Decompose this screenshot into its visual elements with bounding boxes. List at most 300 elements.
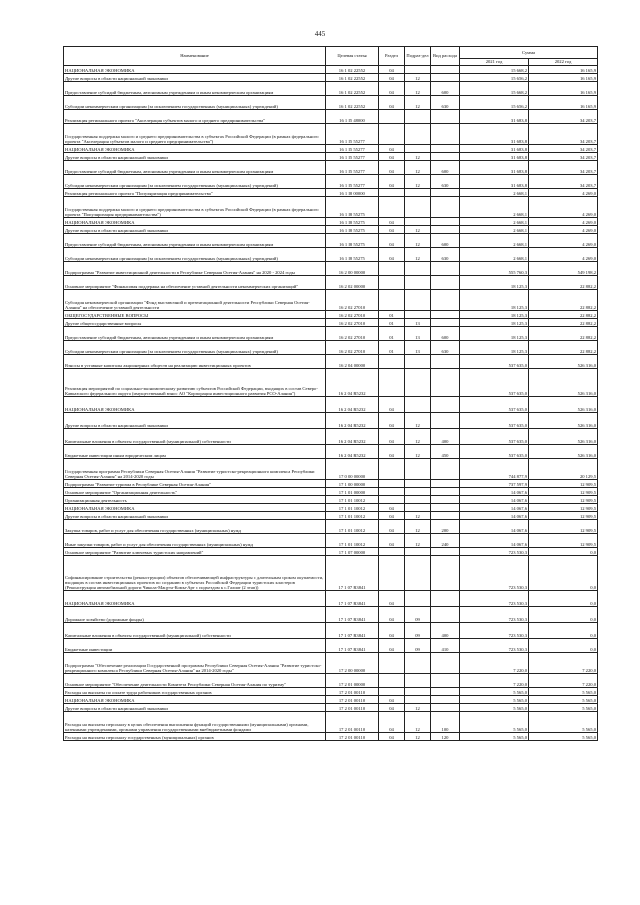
- cell-name: Расходы на выплаты по оплате труда работников государственных органов: [64, 688, 326, 696]
- cell-sec: 04: [379, 623, 405, 639]
- cell-sec: 04: [379, 226, 405, 234]
- cell-y2022: 34 203,7: [529, 145, 598, 153]
- cell-vr: 630: [431, 248, 460, 262]
- cell-sec: [379, 480, 405, 488]
- cell-target: 16 1 I5 48000: [326, 110, 379, 124]
- cell-name: Основное мероприятие "Финансовая поддержка на обеспечение уставной деятельности некоммерческих организаций": [64, 276, 326, 290]
- cell-sec: [379, 688, 405, 696]
- cell-sub: 09: [405, 639, 431, 653]
- table-row: [64, 226, 598, 234]
- cell-name: Основное мероприятие "Организационная деятельность": [64, 488, 326, 496]
- cell-vr: [431, 276, 460, 290]
- cell-y2021: 14 067,6: [460, 504, 529, 512]
- cell-name: Организационная деятельность: [64, 496, 326, 504]
- cell-sub: 12: [405, 96, 431, 110]
- cell-name: Субсидия некоммерческой организации "Фонд выставочной и презентационной деятельности Республики Северная Осетия-Алания" на обеспечение уставной деятельности: [64, 290, 326, 311]
- cell-sec: [379, 355, 405, 369]
- cell-name: НАЦИОНАЛЬНАЯ ЭКОНОМИКА: [64, 145, 326, 153]
- table-row: [64, 248, 598, 262]
- cell-y2021: 2 668,1: [460, 234, 529, 248]
- cell-sub: [405, 504, 431, 512]
- cell-vr: [431, 504, 460, 512]
- cell-y2022: 5 565,0: [529, 696, 598, 704]
- cell-y2021: 31 683,8: [460, 145, 529, 153]
- cell-sub: 12: [405, 445, 431, 459]
- cell-vr: [431, 153, 460, 161]
- table-row: [64, 413, 598, 429]
- cell-sub: 12: [405, 520, 431, 534]
- cell-name: Подпрограмма "Развитие инвестиционной деятельности в Республике Северная Осетия-Алания" на 2020 - 2024 годы: [64, 262, 326, 276]
- table-row: [64, 82, 598, 96]
- cell-sub: [405, 397, 431, 413]
- cell-target: 17 2 01 00110: [326, 704, 379, 712]
- cell-target: 16 1 I8 00000: [326, 189, 379, 197]
- cell-vr: 240: [431, 534, 460, 548]
- cell-sec: 04: [379, 234, 405, 248]
- cell-name: Взносы в уставные капиталы акционерных обществ на реализацию инвестиционных проектов: [64, 355, 326, 369]
- cell-y2022: 0,0: [529, 639, 598, 653]
- cell-sub: [405, 369, 431, 397]
- cell-sub: 12: [405, 161, 431, 175]
- cell-sec: [379, 653, 405, 674]
- cell-sub: [405, 591, 431, 607]
- cell-target: 17 1 01 10012: [326, 512, 379, 520]
- cell-vr: 120: [431, 733, 460, 741]
- header-2021: 2021 год: [460, 59, 529, 66]
- cell-vr: [431, 110, 460, 124]
- cell-sub: [405, 311, 431, 319]
- cell-y2022: 4 269,0: [529, 248, 598, 262]
- cell-y2021: 14 067,6: [460, 512, 529, 520]
- cell-sec: 04: [379, 639, 405, 653]
- cell-sub: 12: [405, 704, 431, 712]
- cell-y2022: 4 269,0: [529, 197, 598, 218]
- cell-sec: 01: [379, 341, 405, 355]
- cell-sec: 04: [379, 520, 405, 534]
- cell-name: НАЦИОНАЛЬНАЯ ЭКОНОМИКА: [64, 504, 326, 512]
- cell-vr: [431, 548, 460, 556]
- cell-target: 16 2 00 00000: [326, 262, 379, 276]
- cell-y2022: 4 269,0: [529, 226, 598, 234]
- cell-y2022: 5 565,0: [529, 688, 598, 696]
- cell-name: Основное мероприятие "Развитие ключевых туристских направлений": [64, 548, 326, 556]
- table-row: [64, 96, 598, 110]
- table-row: [64, 496, 598, 504]
- table-row: [64, 355, 598, 369]
- cell-sub: [405, 145, 431, 153]
- cell-y2021: 15 668,2: [460, 66, 529, 74]
- cell-vr: [431, 512, 460, 520]
- table-row: [64, 262, 598, 276]
- cell-sub: [405, 688, 431, 696]
- cell-y2021: 537 635,0: [460, 397, 529, 413]
- cell-sub: [405, 189, 431, 197]
- cell-target: 16 2 04 00000: [326, 355, 379, 369]
- table-row: [64, 341, 598, 355]
- cell-target: 16 1 I5 55277: [326, 145, 379, 153]
- cell-y2021: 31 683,8: [460, 153, 529, 161]
- cell-sub: 12: [405, 429, 431, 445]
- cell-name: Государственная поддержка малого и среднего предпринимательства в субъектах Российской Федерации (в рамках федерального проекта "Акселерация субъектов малого и среднего предпринимательства"): [64, 124, 326, 145]
- cell-sec: 04: [379, 218, 405, 226]
- cell-name: Субсидии некоммерческим организациям (за исключением государственных (муниципальных) учреждений): [64, 341, 326, 355]
- cell-target: 17 1 01 10012: [326, 534, 379, 548]
- cell-sub: [405, 653, 431, 674]
- table-row: [64, 445, 598, 459]
- table-row: [64, 480, 598, 488]
- cell-name: Расходы на выплаты персоналу государственных (муниципальных) органов: [64, 733, 326, 741]
- cell-name: Другие вопросы в области национальной экономики: [64, 226, 326, 234]
- cell-sub: 12: [405, 512, 431, 520]
- table-row: [64, 276, 598, 290]
- cell-name: Субсидии некоммерческим организациям (за исключением государственных (муниципальных) учреждений): [64, 96, 326, 110]
- cell-y2022: 16 165,9: [529, 96, 598, 110]
- cell-sec: 04: [379, 74, 405, 82]
- table-row: [64, 124, 598, 145]
- cell-target: 17 1 07 R3841: [326, 556, 379, 591]
- cell-vr: [431, 319, 460, 327]
- cell-y2021: 14 067,6: [460, 520, 529, 534]
- cell-vr: [431, 290, 460, 311]
- cell-name: Реализация регионального проекта "Популяризация предпринимательства": [64, 189, 326, 197]
- cell-y2022: 5 565,0: [529, 712, 598, 733]
- cell-vr: [431, 189, 460, 197]
- cell-y2022: 12 909,5: [529, 534, 598, 548]
- table-row: [64, 674, 598, 688]
- cell-vr: 600: [431, 161, 460, 175]
- table-row: [64, 161, 598, 175]
- cell-target: 17 1 07 R3841: [326, 623, 379, 639]
- cell-vr: [431, 459, 460, 480]
- cell-y2022: 7 220,0: [529, 674, 598, 688]
- cell-name: Предоставление субсидий бюджетным, автономным учреждениям и иным некоммерческим организациям: [64, 161, 326, 175]
- cell-y2022: 0,0: [529, 591, 598, 607]
- cell-sub: [405, 197, 431, 218]
- cell-y2021: 15 668,2: [460, 82, 529, 96]
- cell-vr: [431, 197, 460, 218]
- table-row: [64, 218, 598, 226]
- cell-sec: [379, 189, 405, 197]
- cell-y2022: 4 269,0: [529, 189, 598, 197]
- cell-sec: 04: [379, 153, 405, 161]
- cell-y2022: 22 882,2: [529, 341, 598, 355]
- cell-sub: [405, 110, 431, 124]
- table-row: [64, 733, 598, 741]
- cell-vr: [431, 145, 460, 153]
- cell-y2021: 723 530,3: [460, 639, 529, 653]
- table-row: [64, 712, 598, 733]
- cell-target: 17 1 07 R3841: [326, 591, 379, 607]
- table-row: [64, 327, 598, 341]
- table-row: [64, 429, 598, 445]
- cell-y2021: 2 668,1: [460, 197, 529, 218]
- cell-vr: [431, 124, 460, 145]
- cell-name: Расходы на выплаты персоналу в целях обеспечения выполнения функций государственными (муниципальными) органами, казенными учреждениями, органами управления государственными внебюджетными фондами: [64, 712, 326, 733]
- cell-y2021: 537 635,0: [460, 369, 529, 397]
- cell-target: 16 2 02 00000: [326, 276, 379, 290]
- cell-name: НАЦИОНАЛЬНАЯ ЭКОНОМИКА: [64, 218, 326, 226]
- table-row: [64, 512, 598, 520]
- cell-y2021: 723 530,3: [460, 607, 529, 623]
- cell-y2021: 5 565,0: [460, 704, 529, 712]
- cell-name: Софинансирование строительства (реконструкции) объектов обеспечивающей инфраструктуры с длительным сроком окупаемости, входящих в состав инвестиционных проектов по созданию в субъектах Российской Федерации туристских кластеров (Реконструкция автомобильной дороги Чикола-Мацута-Комы-Арт с подъездом к с.Галиат (2 этап)): [64, 556, 326, 591]
- cell-target: 16 1 I8 55275: [326, 234, 379, 248]
- cell-vr: 600: [431, 82, 460, 96]
- cell-sec: [379, 197, 405, 218]
- cell-sec: 01: [379, 311, 405, 319]
- table-row: [64, 653, 598, 674]
- cell-sub: 12: [405, 712, 431, 733]
- cell-sub: 12: [405, 413, 431, 429]
- cell-vr: [431, 355, 460, 369]
- cell-name: Основное мероприятие "Обеспечение деятельности Комитета Республики Северная Осетия-Алания по туризму": [64, 674, 326, 688]
- cell-y2022: 526 316,0: [529, 413, 598, 429]
- cell-name: Субсидии некоммерческим организациям (за исключением государственных (муниципальных) учреждений): [64, 175, 326, 189]
- cell-y2021: 2 668,1: [460, 226, 529, 234]
- cell-y2021: 14 067,6: [460, 534, 529, 548]
- cell-sub: 12: [405, 534, 431, 548]
- cell-vr: 630: [431, 341, 460, 355]
- cell-sec: [379, 488, 405, 496]
- cell-vr: 400: [431, 623, 460, 639]
- cell-sub: [405, 459, 431, 480]
- cell-vr: [431, 413, 460, 429]
- cell-y2022: 12 909,5: [529, 520, 598, 534]
- cell-vr: 400: [431, 429, 460, 445]
- cell-sec: [379, 262, 405, 276]
- cell-sec: 04: [379, 397, 405, 413]
- cell-target: 16 2 02 27010: [326, 290, 379, 311]
- cell-y2021: 537 635,0: [460, 429, 529, 445]
- cell-sec: 04: [379, 504, 405, 512]
- cell-vr: [431, 369, 460, 397]
- cell-vr: [431, 218, 460, 226]
- cell-target: 16 2 02 27010: [326, 327, 379, 341]
- cell-vr: [431, 688, 460, 696]
- cell-y2021: 744 877,9: [460, 459, 529, 480]
- cell-target: 17 2 00 00000: [326, 653, 379, 674]
- cell-target: 17 2 01 00110: [326, 688, 379, 696]
- cell-name: Другие вопросы в области национальной экономики: [64, 413, 326, 429]
- cell-y2021: 18 125,3: [460, 276, 529, 290]
- header-sum: Сумма: [460, 47, 598, 59]
- cell-vr: [431, 66, 460, 74]
- cell-sub: [405, 276, 431, 290]
- cell-vr: [431, 480, 460, 488]
- cell-y2021: 18 125,3: [460, 290, 529, 311]
- cell-y2022: 22 882,2: [529, 276, 598, 290]
- cell-y2022: 526 316,0: [529, 369, 598, 397]
- cell-sub: 12: [405, 234, 431, 248]
- cell-sec: 04: [379, 145, 405, 153]
- cell-y2021: 5 565,0: [460, 733, 529, 741]
- cell-vr: [431, 591, 460, 607]
- cell-vr: [431, 556, 460, 591]
- cell-y2022: 5 565,0: [529, 733, 598, 741]
- cell-sub: [405, 124, 431, 145]
- cell-vr: 410: [431, 639, 460, 653]
- table-row: [64, 397, 598, 413]
- cell-name: Иные закупки товаров, работ и услуг для обеспечения государственных (муниципальных) нужд: [64, 534, 326, 548]
- cell-target: 16 2 04 R5232: [326, 397, 379, 413]
- cell-target: 17 1 00 00000: [326, 480, 379, 488]
- cell-name: НАЦИОНАЛЬНАЯ ЭКОНОМИКА: [64, 66, 326, 74]
- cell-y2021: 18 125,3: [460, 319, 529, 327]
- cell-target: 16 1 02 22552: [326, 74, 379, 82]
- cell-y2022: 12 909,5: [529, 512, 598, 520]
- cell-y2022: 4 269,0: [529, 218, 598, 226]
- cell-y2022: 0,0: [529, 623, 598, 639]
- header-target: Целевая статья: [326, 47, 379, 66]
- cell-vr: [431, 74, 460, 82]
- cell-y2022: 12 909,5: [529, 480, 598, 488]
- cell-name: НАЦИОНАЛЬНАЯ ЭКОНОМИКА: [64, 591, 326, 607]
- header-2022: 2022 год: [529, 59, 598, 66]
- table-row: [64, 290, 598, 311]
- table-row: [64, 607, 598, 623]
- cell-y2022: 34 203,7: [529, 161, 598, 175]
- cell-sub: 12: [405, 82, 431, 96]
- cell-sec: [379, 496, 405, 504]
- cell-y2021: 723 530,3: [460, 591, 529, 607]
- cell-y2021: 2 668,1: [460, 248, 529, 262]
- cell-y2022: 0,0: [529, 548, 598, 556]
- cell-sub: [405, 488, 431, 496]
- cell-name: Капитальные вложения в объекты государственной (муниципальной) собственности: [64, 429, 326, 445]
- cell-vr: [431, 496, 460, 504]
- cell-target: 16 1 I5 55277: [326, 161, 379, 175]
- cell-y2021: 2 668,1: [460, 189, 529, 197]
- cell-y2022: 16 165,9: [529, 74, 598, 82]
- cell-sub: 13: [405, 341, 431, 355]
- cell-y2021: 31 683,8: [460, 175, 529, 189]
- cell-target: 16 2 04 R5232: [326, 413, 379, 429]
- cell-y2022: 12 909,5: [529, 496, 598, 504]
- cell-y2021: 31 683,8: [460, 110, 529, 124]
- cell-target: 17 1 01 10012: [326, 520, 379, 534]
- page-number: 445: [314, 30, 326, 38]
- cell-sec: [379, 290, 405, 311]
- cell-target: 17 1 07 00000: [326, 548, 379, 556]
- budget-table: [63, 46, 598, 741]
- cell-y2021: 31 683,8: [460, 161, 529, 175]
- cell-name: Реализация мероприятий по социально-экономическому развитию субъектов Российской Федерации, входящих в состав Северо-Кавказского федерального округа (имущественный взнос АО "Корпорация инвестиционного развития РСО-Алания"): [64, 369, 326, 397]
- cell-y2022: 20 129,5: [529, 459, 598, 480]
- cell-y2021: 5 565,0: [460, 712, 529, 733]
- cell-y2021: 7 220,0: [460, 674, 529, 688]
- cell-sub: [405, 674, 431, 688]
- cell-y2022: 34 203,7: [529, 110, 598, 124]
- cell-name: Предоставление субсидий бюджетным, автономным учреждениям и иным некоммерческим организациям: [64, 234, 326, 248]
- cell-sec: 01: [379, 319, 405, 327]
- table-row: [64, 623, 598, 639]
- cell-sub: [405, 556, 431, 591]
- cell-vr: [431, 311, 460, 319]
- cell-sub: 12: [405, 175, 431, 189]
- cell-sub: 12: [405, 733, 431, 741]
- cell-vr: [431, 653, 460, 674]
- cell-sub: [405, 262, 431, 276]
- table-row: [64, 74, 598, 82]
- cell-y2021: 723 530,3: [460, 548, 529, 556]
- cell-name: Другие вопросы в области национальной экономики: [64, 153, 326, 161]
- cell-y2022: 12 909,5: [529, 488, 598, 496]
- cell-sec: 04: [379, 248, 405, 262]
- cell-target: 16 2 04 R5232: [326, 429, 379, 445]
- table-row: [64, 556, 598, 591]
- cell-sub: [405, 496, 431, 504]
- cell-vr: [431, 262, 460, 276]
- cell-sub: [405, 290, 431, 311]
- table-row: [64, 369, 598, 397]
- cell-sec: 04: [379, 429, 405, 445]
- cell-sub: 12: [405, 226, 431, 234]
- cell-y2022: 7 220,0: [529, 653, 598, 674]
- cell-sec: 04: [379, 712, 405, 733]
- cell-target: 16 1 I5 55277: [326, 175, 379, 189]
- cell-sub: [405, 218, 431, 226]
- cell-y2021: 18 125,3: [460, 327, 529, 341]
- cell-sec: 04: [379, 66, 405, 74]
- cell-sec: 04: [379, 512, 405, 520]
- cell-y2022: 526 316,0: [529, 355, 598, 369]
- cell-name: Капитальные вложения в объекты государственной (муниципальной) собственности: [64, 623, 326, 639]
- table-row: [64, 488, 598, 496]
- cell-sub: 12: [405, 153, 431, 161]
- cell-name: Дорожное хозяйство (дорожные фонды): [64, 607, 326, 623]
- table-row: [64, 145, 598, 153]
- cell-sec: 04: [379, 82, 405, 96]
- cell-sec: 04: [379, 445, 405, 459]
- cell-name: Бюджетные инвестиции иным юридическим лицам: [64, 445, 326, 459]
- cell-vr: 450: [431, 445, 460, 459]
- cell-y2021: 7 220,0: [460, 653, 529, 674]
- cell-y2021: 537 635,0: [460, 413, 529, 429]
- cell-name: Бюджетные инвестиции: [64, 639, 326, 653]
- cell-vr: 200: [431, 520, 460, 534]
- table-row: [64, 66, 598, 74]
- header-expense-type: Вид расхода: [431, 47, 460, 66]
- cell-y2021: 537 635,0: [460, 355, 529, 369]
- cell-vr: [431, 488, 460, 496]
- cell-name: ОБЩЕГОСУДАРСТВЕННЫЕ ВОПРОСЫ: [64, 311, 326, 319]
- cell-sec: [379, 548, 405, 556]
- cell-y2022: 4 269,0: [529, 234, 598, 248]
- cell-vr: 100: [431, 712, 460, 733]
- cell-y2021: 5 565,0: [460, 696, 529, 704]
- cell-sub: 13: [405, 319, 431, 327]
- cell-sec: 04: [379, 413, 405, 429]
- cell-target: 17 1 07 R3841: [326, 639, 379, 653]
- cell-name: Подпрограмма "Развитие туризма в Республике Северная Осетия-Алания": [64, 480, 326, 488]
- cell-target: 16 1 I8 55275: [326, 197, 379, 218]
- cell-sub: 09: [405, 607, 431, 623]
- cell-y2021: 2 668,1: [460, 218, 529, 226]
- cell-name: Другие вопросы в области национальной экономики: [64, 74, 326, 82]
- cell-target: 16 2 04 R5232: [326, 369, 379, 397]
- cell-sub: [405, 696, 431, 704]
- table-row: [64, 696, 598, 704]
- table-row: [64, 110, 598, 124]
- cell-sec: [379, 556, 405, 591]
- cell-name: Другие вопросы в области национальной экономики: [64, 512, 326, 520]
- cell-vr: [431, 704, 460, 712]
- cell-y2022: 526 316,0: [529, 429, 598, 445]
- cell-target: 17 2 01 00110: [326, 712, 379, 733]
- cell-y2022: 22 882,2: [529, 319, 598, 327]
- cell-y2022: 0,0: [529, 607, 598, 623]
- cell-y2022: 34 203,7: [529, 175, 598, 189]
